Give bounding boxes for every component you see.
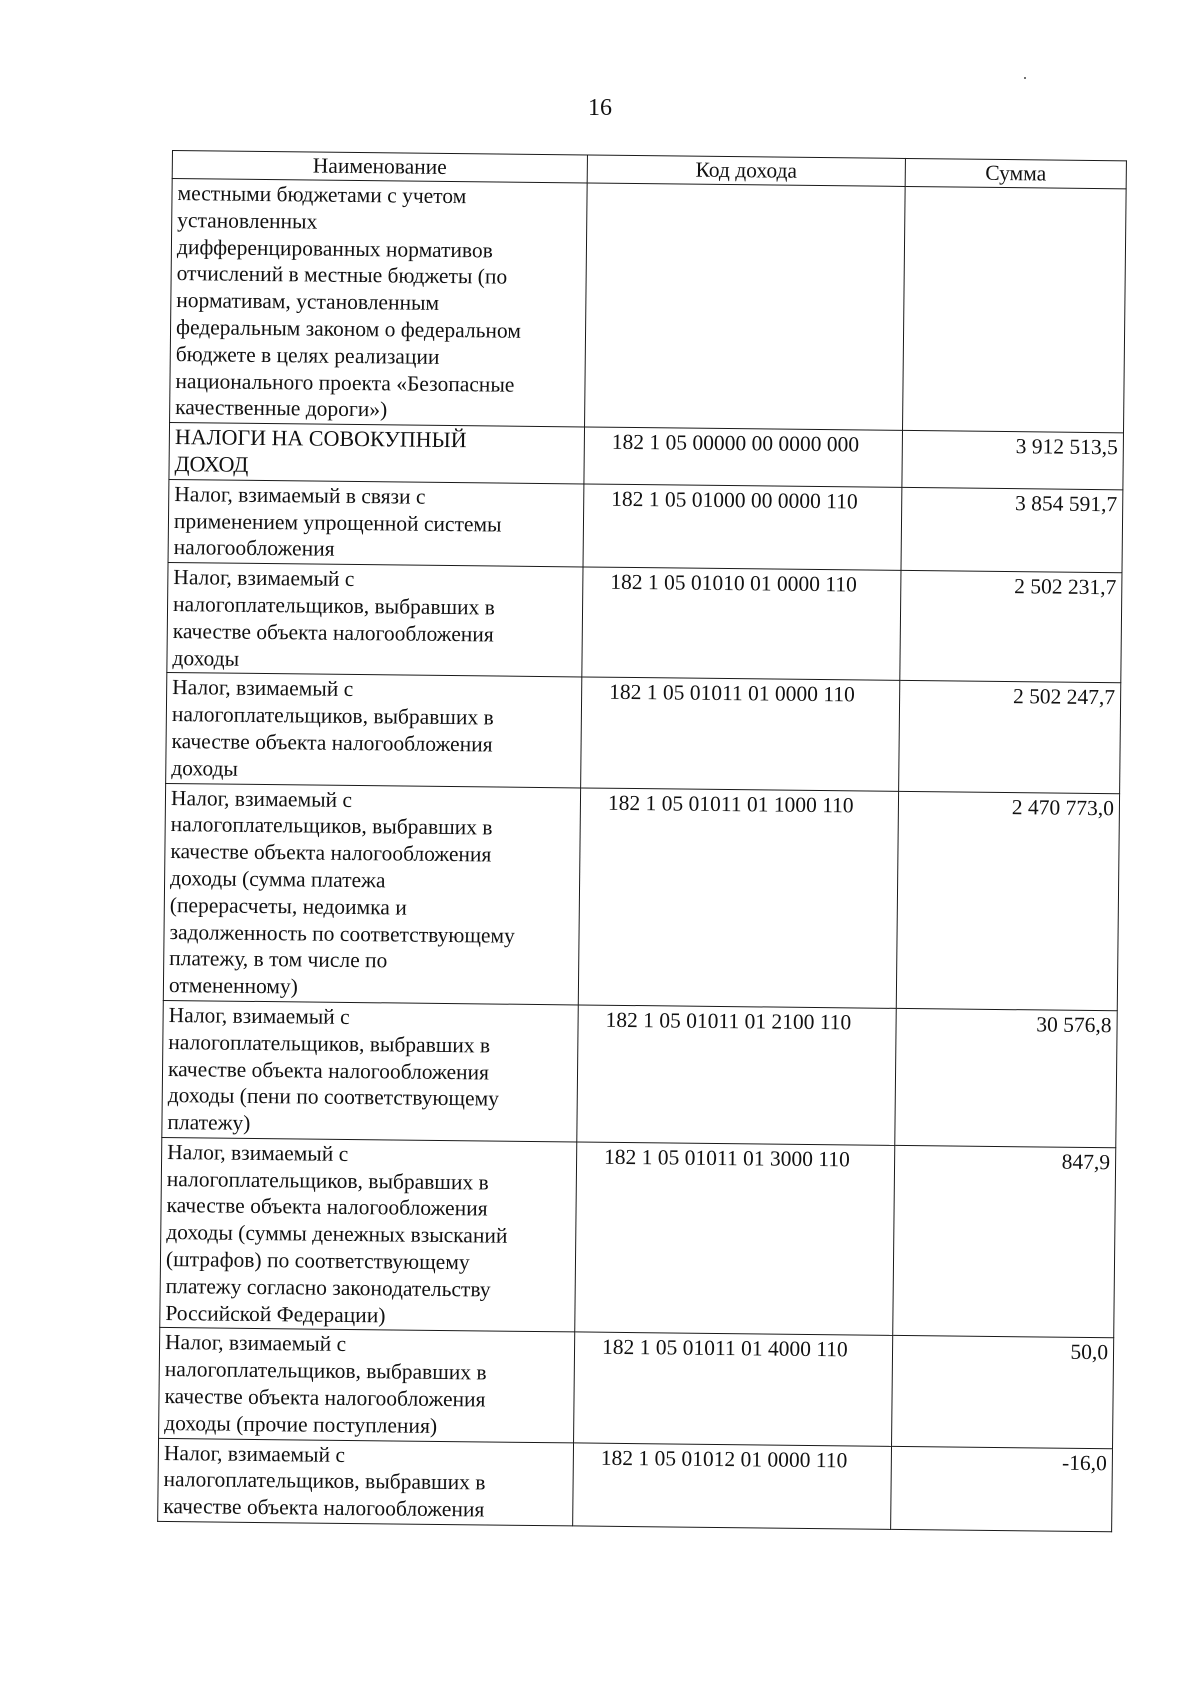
row-sum: 2 502 231,7 (900, 571, 1122, 684)
row-code: 182 1 05 01011 01 3000 110 (575, 1142, 895, 1336)
row-sum: 3 854 591,7 (901, 487, 1123, 573)
row-name: Налог, взимаемый с налогоплательщиков, выбравших в качестве объекта налогообложения доходы (прочие поступления) (159, 1328, 575, 1443)
row-name: Налог, взимаемый с налогоплательщиков, выбравших в качестве объекта налогообложения доходы (166, 673, 582, 788)
table-row (169, 423, 1124, 490)
income-table-wrapper (157, 150, 1127, 1532)
row-sum: 30 576,8 (895, 1008, 1117, 1147)
row-name: Налог, взимаемый с налогоплательщиков, выбравших в качестве объекта налогообложения доходы (пени по соответствующему платежу) (162, 1000, 578, 1141)
table-row (159, 1328, 1114, 1449)
row-sum: 3 912 513,5 (902, 431, 1124, 490)
table-row (158, 1438, 1113, 1532)
table-row (160, 1137, 1116, 1338)
row-sum: 50,0 (892, 1336, 1114, 1449)
row-code (585, 183, 906, 431)
row-code: 182 1 05 01011 01 1000 110 (578, 787, 898, 1008)
scan-speck (1024, 77, 1026, 79)
row-name: Налог, взимаемый с налогоплательщиков, выбравших в качестве объекта налогообложения доходы (167, 563, 583, 678)
row-name: Налог, взимаемый с налогоплательщиков, выбравших в качестве объекта налогообложения доходы (сумма платежа (перерасчеты, недоимка и задолженность по соответствующему платежу, в том числе по отмененному) (163, 783, 580, 1005)
row-code: 182 1 05 01010 01 0000 110 (582, 567, 901, 681)
row-name: НАЛОГИ НА СОВОКУПНЫЙ ДОХОД (169, 423, 585, 484)
page-number: 16 (588, 95, 612, 121)
table-row (162, 1000, 1117, 1147)
row-code: 182 1 05 00000 00 0000 000 (584, 427, 903, 487)
row-name: Налог, взимаемый в связи с применением упрощенной системы налогообложения (168, 479, 584, 567)
row-code: 182 1 05 01011 01 2100 110 (577, 1005, 896, 1145)
row-sum: 2 502 247,7 (899, 681, 1121, 794)
table-row (166, 673, 1121, 794)
header-sum: Сумма (905, 158, 1126, 188)
row-code: 182 1 05 01011 01 4000 110 (574, 1332, 893, 1446)
table-body (158, 179, 1126, 1532)
table-row (163, 783, 1119, 1011)
income-table (157, 150, 1127, 1532)
row-sum: -16,0 (891, 1446, 1113, 1532)
table-row (168, 479, 1123, 573)
row-code: 182 1 05 01000 00 0000 110 (583, 484, 902, 571)
header-code: Код дохода (587, 155, 905, 186)
table-row (170, 179, 1127, 433)
row-code: 182 1 05 01012 01 0000 110 (573, 1443, 892, 1530)
header-name: Наименование (172, 151, 587, 183)
row-name: местными бюджетами с учетом установленных дифференцированных нормативов отчислений в местные бюджеты (по нормативам, установленным федеральным законом о федеральном бюджете в целях реализации национального проекта «Безопасные качественные дороги») (170, 179, 588, 428)
row-name: Налог, взимаемый с налогоплательщиков, выбравших в качестве объекта налогообложения доходы (суммы денежных взысканий (штрафов) по соответствующему платежу согласно законодательству Российской Федерации) (160, 1137, 577, 1332)
row-sum (903, 186, 1127, 433)
row-sum: 2 470 773,0 (896, 791, 1119, 1011)
row-code: 182 1 05 01011 01 0000 110 (581, 677, 900, 791)
row-sum: 847,9 (893, 1145, 1116, 1338)
row-name: Налог, взимаемый с налогоплательщиков, выбравших в качестве объекта налогообложения (158, 1438, 574, 1526)
table-row (167, 563, 1122, 684)
